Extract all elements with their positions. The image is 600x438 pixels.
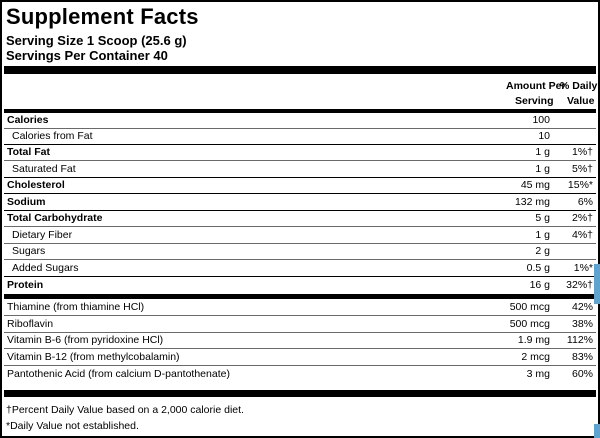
right-edge-accent — [594, 264, 600, 304]
row-divider — [4, 226, 596, 227]
nutrient-amount: 0.5 g — [526, 262, 550, 274]
nutrient-name: Vitamin B-12 (from methylcobalamin) — [7, 351, 180, 363]
header-amount-line2: Serving — [515, 95, 554, 107]
footnote-not-established: *Daily Value not established. — [6, 420, 139, 432]
nutrient-amount: 1.9 mg — [517, 334, 550, 346]
nutrient-amount: 100 — [532, 114, 550, 126]
nutrient-row — [4, 367, 596, 383]
nutrient-daily-value: 6% — [577, 196, 593, 208]
row-divider — [4, 348, 596, 349]
nutrient-row — [4, 278, 596, 294]
nutrient-amount: 5 g — [535, 212, 550, 224]
nutrient-name: Riboflavin — [7, 318, 54, 330]
nutrient-row — [4, 317, 596, 333]
nutrient-row — [4, 261, 596, 277]
row-divider — [4, 315, 596, 316]
nutrient-daily-value: 15%* — [567, 179, 593, 191]
nutrient-name: Saturated Fat — [12, 163, 76, 175]
nutrient-name: Calories from Fat — [12, 130, 93, 142]
nutrient-amount: 2 g — [535, 245, 550, 257]
nutrient-row — [4, 333, 596, 349]
nutrient-daily-value: 42% — [571, 301, 593, 313]
section-divider — [4, 294, 596, 299]
servings-per-container: Servings Per Container 40 — [6, 48, 168, 63]
nutrient-daily-value: 2%† — [571, 212, 593, 224]
row-divider — [4, 193, 596, 194]
nutrient-amount: 16 g — [529, 279, 550, 291]
nutrient-row — [4, 129, 596, 145]
nutrient-amount: 500 mcg — [509, 301, 550, 313]
nutrient-name: Sodium — [7, 196, 46, 208]
nutrient-row — [4, 145, 596, 161]
nutrient-name: Pantothenic Acid (from calcium D-pantothenate) — [7, 368, 230, 380]
row-divider — [4, 160, 596, 161]
nutrient-row — [4, 244, 596, 260]
row-divider — [4, 276, 596, 277]
header-dv-line2: Value — [567, 95, 595, 107]
nutrient-name: Cholesterol — [7, 179, 65, 191]
nutrient-daily-value: 60% — [571, 368, 593, 380]
nutrient-amount: 45 mg — [520, 179, 550, 191]
nutrient-row — [4, 113, 596, 129]
bottom-thick-divider — [4, 390, 596, 397]
nutrient-amount: 1 g — [535, 229, 550, 241]
nutrient-row — [4, 195, 596, 211]
nutrient-daily-value: 1%* — [573, 262, 593, 274]
nutrient-amount: 1 g — [535, 146, 550, 158]
nutrient-row — [4, 300, 596, 316]
nutrient-amount: 3 mg — [526, 368, 550, 380]
header-dv-line1: % Daily — [560, 80, 598, 92]
nutrient-name: Dietary Fiber — [12, 229, 73, 241]
row-divider — [4, 365, 596, 366]
nutrient-row — [4, 350, 596, 366]
nutrient-name: Added Sugars — [12, 262, 79, 274]
right-edge-accent-bottom — [594, 424, 600, 438]
nutrient-daily-value: 38% — [571, 318, 593, 330]
nutrient-amount: 1 g — [535, 163, 550, 175]
nutrient-daily-value: 112% — [566, 334, 593, 346]
header-amount-line1: Amount Per — [506, 80, 566, 92]
nutrient-daily-value: 5%† — [571, 163, 593, 175]
label-title: Supplement Facts — [6, 4, 199, 29]
nutrient-daily-value: 1%† — [571, 146, 593, 158]
nutrient-name: Total Carbohydrate — [7, 212, 103, 224]
nutrient-name: Vitamin B-6 (from pyridoxine HCl) — [7, 334, 164, 346]
nutrient-name: Thiamine (from thiamine HCl) — [7, 301, 145, 313]
serving-size: Serving Size 1 Scoop (25.6 g) — [6, 33, 187, 48]
nutrient-amount: 500 mcg — [509, 318, 550, 330]
nutrient-amount: 10 — [538, 130, 550, 142]
nutrient-name: Calories — [7, 114, 49, 126]
top-thick-divider — [4, 66, 596, 74]
nutrient-daily-value: 32%† — [566, 279, 593, 291]
nutrient-daily-value: 4%† — [571, 229, 593, 241]
nutrient-amount: 2 mcg — [521, 351, 550, 363]
row-divider — [4, 259, 596, 260]
footnote-percent: †Percent Daily Value based on a 2,000 calorie diet. — [6, 404, 244, 416]
nutrient-row — [4, 228, 596, 244]
nutrient-name: Sugars — [12, 245, 46, 257]
nutrient-amount: 132 mg — [514, 196, 550, 208]
nutrient-row — [4, 162, 596, 178]
nutrient-row — [4, 178, 596, 194]
nutrient-row — [4, 211, 596, 227]
nutrient-name: Total Fat — [7, 146, 50, 158]
nutrient-daily-value: 83% — [571, 351, 593, 363]
nutrient-name: Protein — [7, 279, 44, 291]
